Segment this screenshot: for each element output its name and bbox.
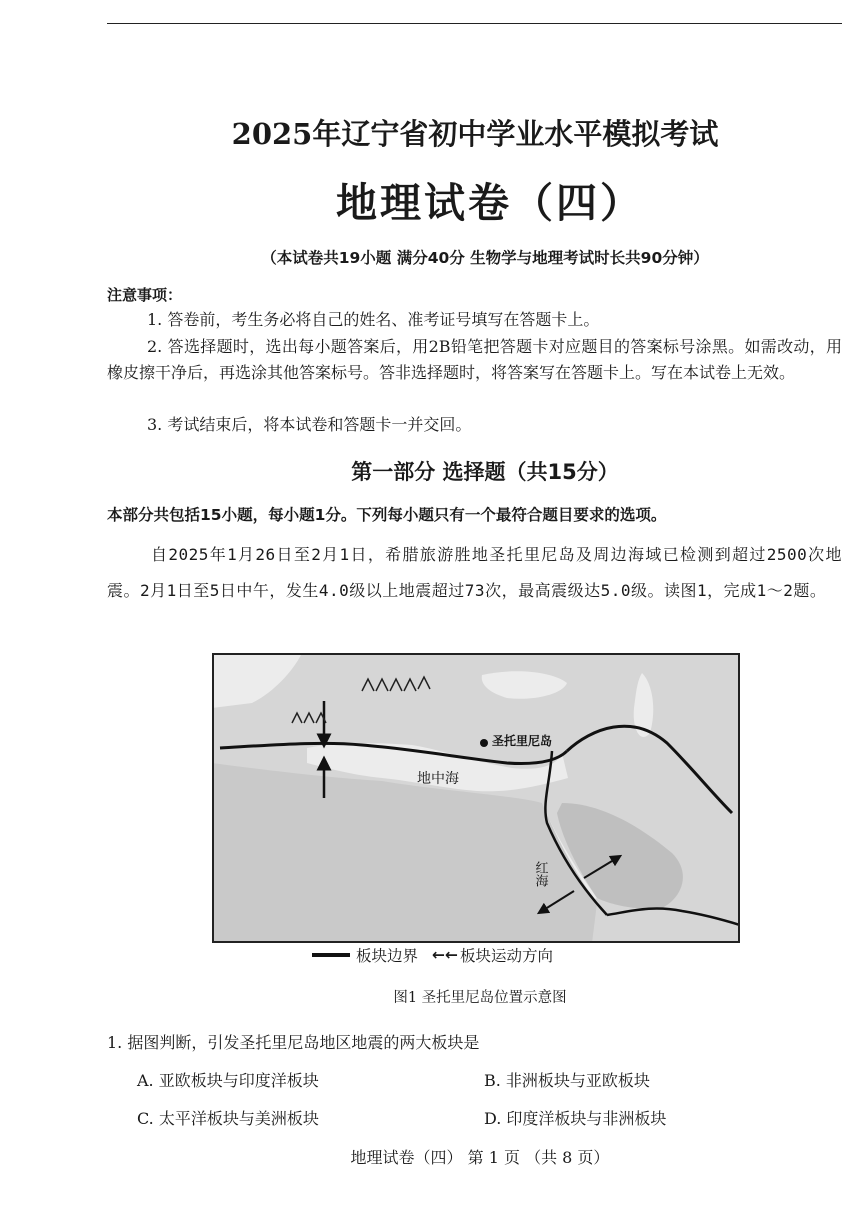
red-sea-label: 红海 [532,861,548,887]
question-1-option-b: B. 非洲板块与亚欧板块 [484,1071,650,1090]
map-legend [312,944,553,966]
island-label: 圣托里尼岛 [492,734,553,748]
figure-caption: 图1 圣托里尼岛位置示意图 [393,990,567,1006]
note-item-3: 3. 考试结束后，将本试卷和答题卡一并交回。 [147,415,472,434]
boundary-legend-label: 板块边界 [356,947,419,965]
notes-title: 注意事项： [107,286,183,304]
page-footer: 地理试卷（四） 第 1 页 （共 8 页） [350,1148,610,1167]
note-item-1: 1. 答卷前，考生务必将自己的姓名、准考证号填写在答题卡上。 [147,310,600,329]
question-1-option-a: A. 亚欧板块与印度洋板块 [137,1071,319,1090]
question-1-stem: 1. 据图判断，引发圣托里尼岛地区地震的两大板块是 [107,1033,480,1052]
exam-title: 2025年辽宁省初中学业水平模拟考试 [231,117,719,151]
note-item-2: 2. 答选择题时，选出每小题答案后，用2B铅笔把答题卡对应题目的答案标号涂黑。如需改动，用橡皮擦干净后，再选涂其他答案标号。答非选择题时，将答案写在答题卡上。写在本试卷上无效。 [107,337,842,382]
question-1-option-d: D. 印度洋板块与非洲板块 [484,1109,667,1128]
question-passage: 自2025年1月26日至2月1日，希腊旅游胜地圣托里尼岛及周边海域已检测到超过2500次地震。2月1日至5日中午，发生4.0级以上地震超过73次，最高震级达5.0级。读图1，完成1～2题。 [107,545,842,600]
paper-title: 地理试卷（四） [336,179,644,227]
motion-legend-label: 板块运动方向 [460,947,554,965]
santorini-marker [480,739,488,747]
arrow-legend-icon: ←← [432,946,458,964]
section-description: 本部分共包括15小题，每小题1分。下列每小题只有一个最符合题目要求的选项。 [107,506,667,524]
santorini-location-map [212,653,740,943]
top-rule [107,23,842,24]
sea-label: 地中海 [417,771,459,787]
boundary-legend-symbol [312,953,350,957]
question-1-option-c: C. 太平洋板块与美洲板块 [137,1109,319,1128]
section-title: 第一部分 选择题（共15分） [351,460,619,484]
exam-info: （本试卷共19小题 满分40分 生物学与地理考试时长共90分钟） [261,249,709,267]
